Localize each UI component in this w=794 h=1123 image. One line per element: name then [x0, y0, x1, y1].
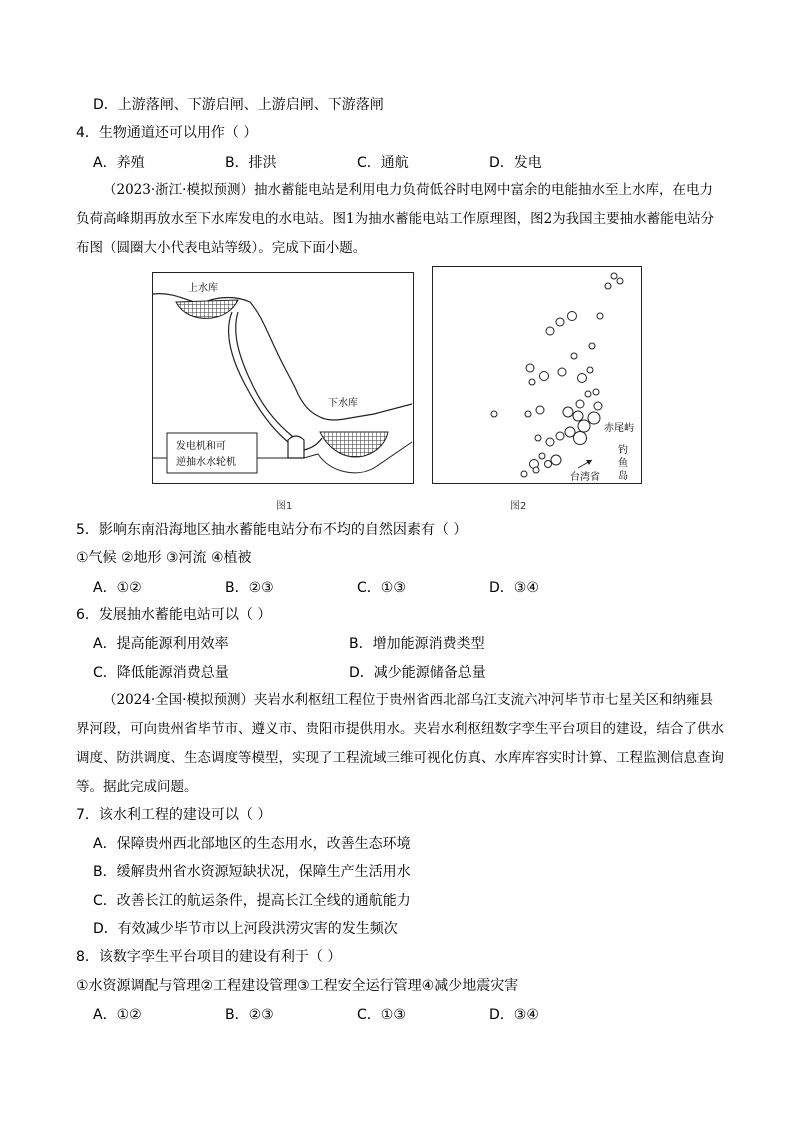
yu-label: 鱼: [618, 458, 628, 469]
q5-option-b: B．②③: [225, 580, 274, 596]
q7-option-d: D．有效减少毕节市以上河段洪涝灾害的发生频次: [93, 921, 398, 937]
q7-stem: 7．该水利工程的建设可以（ ）: [76, 807, 272, 823]
q6-option-c: C．降低能源消费总量: [93, 665, 229, 681]
q6-option-b: B．增加能源消费类型: [349, 636, 485, 652]
q5-option-c: C．①③: [357, 580, 406, 596]
q8-option-d: D．③④: [489, 1007, 539, 1023]
q8-options: [93, 1004, 621, 1024]
q8-option-b: B．②③: [225, 1007, 274, 1023]
q7-option-a: A．保障贵州西北部地区的生态用水，改善生态环境: [93, 836, 411, 852]
q4-stem: 4．生物通道还可以用作（ ）: [76, 125, 258, 141]
q8-option-a: A．①②: [93, 1007, 142, 1023]
q4-option-c: C．通航: [357, 155, 409, 171]
q5-option-d: D．③④: [489, 580, 539, 596]
taiwan-label: 台湾省: [570, 472, 600, 483]
q6-option-a: A．提高能源利用效率: [93, 636, 229, 652]
q8-factors: ①水资源调配与管理②工程建设管理③工程安全运行管理④减少地震灾害: [76, 978, 519, 994]
figure2-caption: 图2: [510, 501, 527, 512]
q4-option-b: B．排洪: [225, 155, 277, 171]
q4-option-d: D．发电: [489, 155, 542, 171]
q7-option-b: B．缓解贵州省水资源短缺状况，保障生产生活用水: [93, 864, 411, 880]
diao-label: 钓: [618, 445, 628, 456]
power-house: [288, 436, 304, 458]
q5-factors: ①气候 ②地形 ③河流 ④植被: [76, 550, 252, 566]
q6-options-row1: [93, 633, 605, 653]
q8-option-c: C．①③: [357, 1007, 406, 1023]
upper-reservoir-label: 上水库: [188, 283, 218, 294]
figure2-map: [432, 266, 642, 484]
figure2: [432, 266, 642, 488]
q5-stem: 5．影响东南沿海地区抽水蓄能电站分布不均的自然因素有（ ）: [76, 522, 468, 538]
chiwei-label: 赤尾屿: [604, 423, 634, 434]
q5-option-a: A．①②: [93, 580, 142, 596]
q5-options: [93, 577, 621, 597]
q8-stem: 8．该数字孪生平台项目的建设有利于（ ）: [76, 949, 342, 965]
passage1-text: （2023·浙江·模拟预测）抽水蓄能电站是利用电力负荷低谷时电网中富余的电能抽水至上水库，在电力负荷高峰期再放水至下水库发电的水电站。图1为抽水蓄能电站工作原理图，图2为我国主要抽水蓄能电站分布图（圆圈大小代表电站等级）。完成下面小题。: [76, 182, 715, 256]
figure1-diagram: [152, 272, 414, 484]
dao-label: 岛: [618, 471, 628, 482]
generator-label-line2: 逆抽水水轮机: [176, 457, 236, 468]
lower-reservoir-label: 下水库: [328, 398, 358, 409]
passage2-text: （2024·全国·模拟预测）夹岩水利枢纽工程位于贵州省西北部乌江支流六冲河毕节市七星关区和纳雍县界河段，可向贵州省毕节市、遵义市、贵阳市提供用水。夹岩水利枢纽数字孪生平台项目的建设，结合了供水调度、防洪调度、生态调度等模型，实现了工程流域三维可视化仿真、水库库容实时计算、工程监测信息查询等。据此完成问题。: [76, 692, 724, 795]
q6-stem: 6．发展抽水蓄能电站可以（ ）: [76, 607, 272, 623]
q4-option-a: A．养殖: [93, 155, 145, 171]
generator-label-line1: 发电机和可: [176, 441, 226, 452]
q6-option-d: D．减少能源储备总量: [349, 665, 486, 681]
figure1: [152, 272, 414, 488]
q7-option-c: C．改善长江的航运条件，提高长江全线的通航能力: [93, 893, 411, 909]
figure1-caption: 图1: [276, 501, 293, 512]
q6-options-row2: [93, 662, 605, 682]
q4-options: [93, 152, 621, 172]
q3-option-d: D．上游落闸、下游启闸、上游启闸、下游落闸: [93, 97, 384, 113]
